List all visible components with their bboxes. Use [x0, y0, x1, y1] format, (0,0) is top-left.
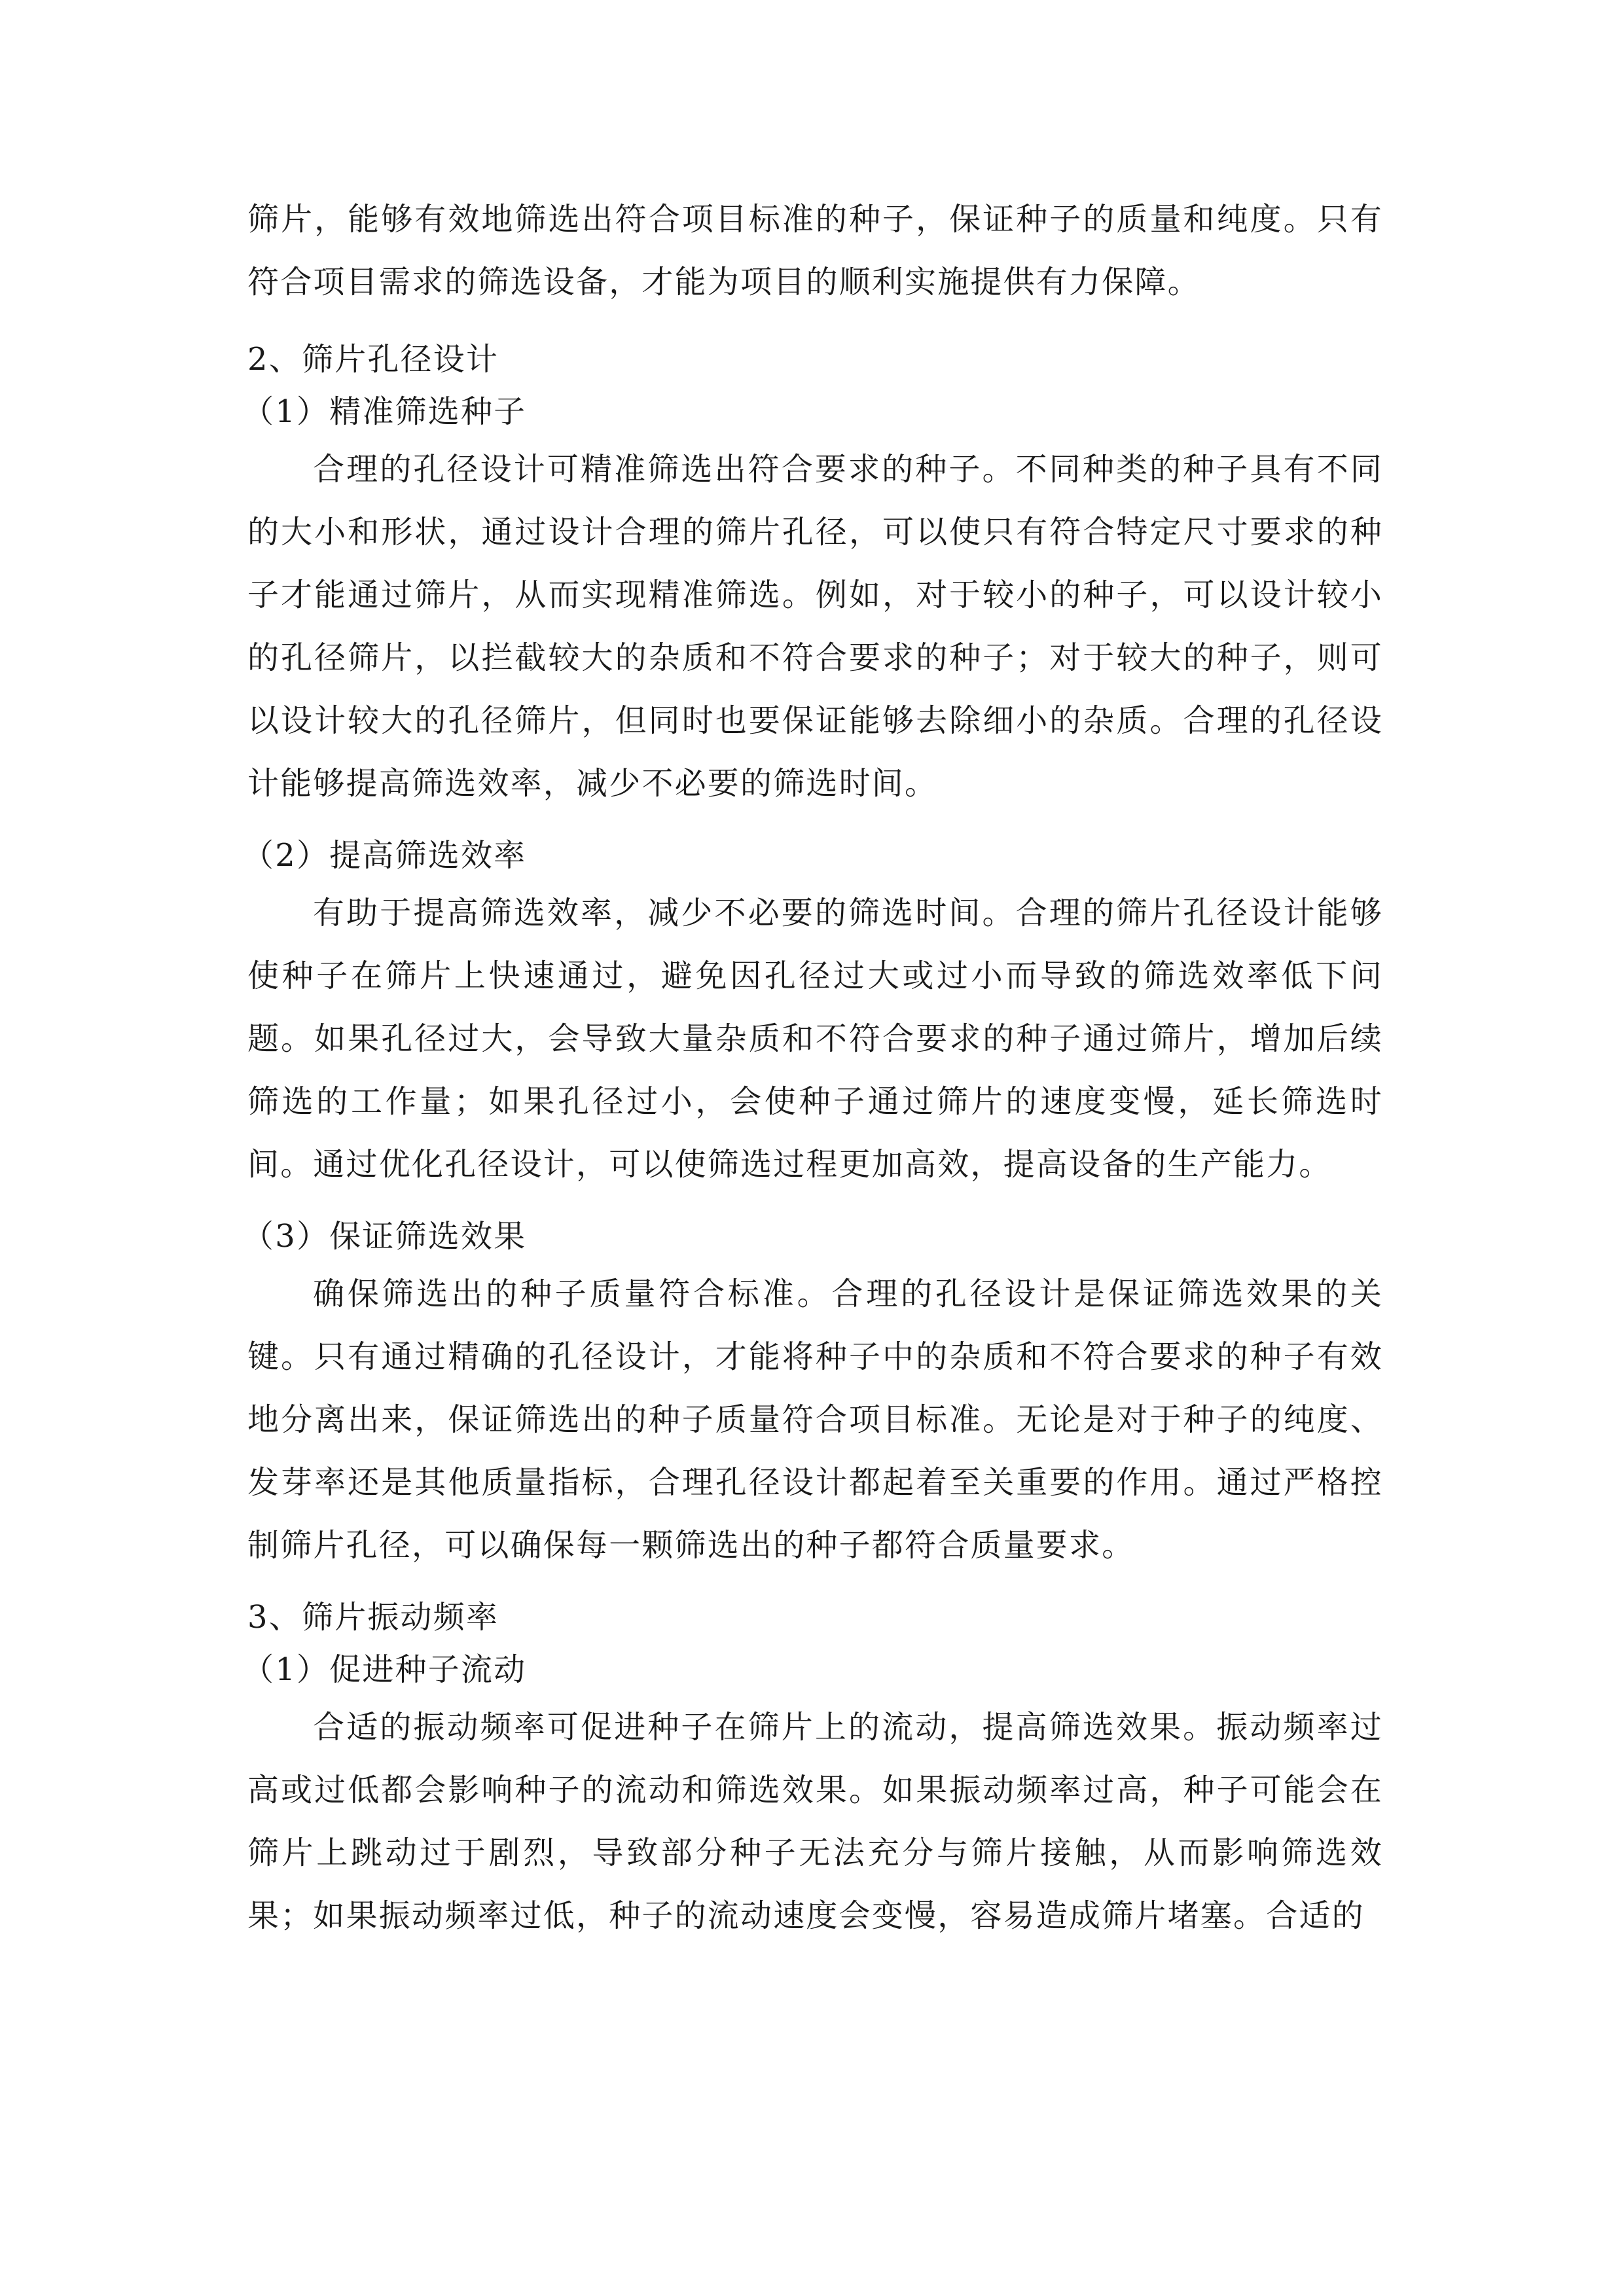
subsection-2-1-body: 合理的孔径设计可精准筛选出符合要求的种子。不同种类的种子具有不同的大小和形状，通过设计合理的筛片孔径，可以使只有符合特定尺寸要求的种子才能通过筛片，从而实现精准筛选。例如，对于较小的种子，可以设计较小的孔径筛片，以拦截较大的杂质和不符合要求的种子；对于较大的种子，则可以设计较大的孔径筛片，但同时也要保证能够去除细小的杂质。合理的孔径设计能够提高筛选效率，减少不必要的筛选时间。: [247, 451, 1383, 802]
subsection-2-3-body: 确保筛选出的种子质量符合标准。合理的孔径设计是保证筛选效果的关键。只有通过精确的孔径设计，才能将种子中的杂质和不符合要求的种子有效地分离出来，保证筛选出的种子质量符合项目标准。无论是对于种子的纯度、发芽率还是其他质量指标，合理孔径设计都起着至关重要的作用。通过严格控制筛片孔径，可以确保每一颗筛选出的种子都符合质量要求。: [247, 1276, 1383, 1564]
subsection-2-2-body: 有助于提高筛选效率，减少不必要的筛选时间。合理的筛片孔径设计能够使种子在筛片上快速通过，避免因孔径过大或过小而导致的筛选效率低下问题。如果孔径过大，会导致大量杂质和不符合要求的种子通过筛片，增加后续筛选的工作量；如果孔径过小，会使种子通过筛片的速度变慢，延长筛选时间。通过优化孔径设计，可以使筛选过程更加高效，提高设备的生产能力。: [247, 895, 1383, 1183]
intro-paragraph: 筛片，能够有效地筛选出符合项目标准的种子，保证种子的质量和纯度。只有符合项目需求的筛选设备，才能为项目的顺利实施提供有力保障。: [247, 201, 1383, 300]
subsection-2-2-heading: （2）提高筛选效率: [242, 837, 527, 874]
section-3-heading: 3、筛片振动频率: [247, 1599, 499, 1636]
subsection-2-1-heading: （1）精准筛选种子: [242, 393, 527, 430]
subsection-3-1-heading: （1）促进种子流动: [242, 1651, 527, 1688]
subsection-3-1-body: 合适的振动频率可促进种子在筛片上的流动，提高筛选效果。振动频率过高或过低都会影响种子的流动和筛选效果。如果振动频率过高，种子可能会在筛片上跳动过于剧烈，导致部分种子无法充分与筛片接触，从而影响筛选效果；如果振动频率过低，种子的流动速度会变慢，容易造成筛片堵塞。合适的: [247, 1709, 1383, 1934]
subsection-2-3-heading: （3）保证筛选效果: [242, 1218, 527, 1255]
document-body: [242, 188, 1383, 1947]
section-2-heading: 2、筛片孔径设计: [247, 341, 499, 378]
